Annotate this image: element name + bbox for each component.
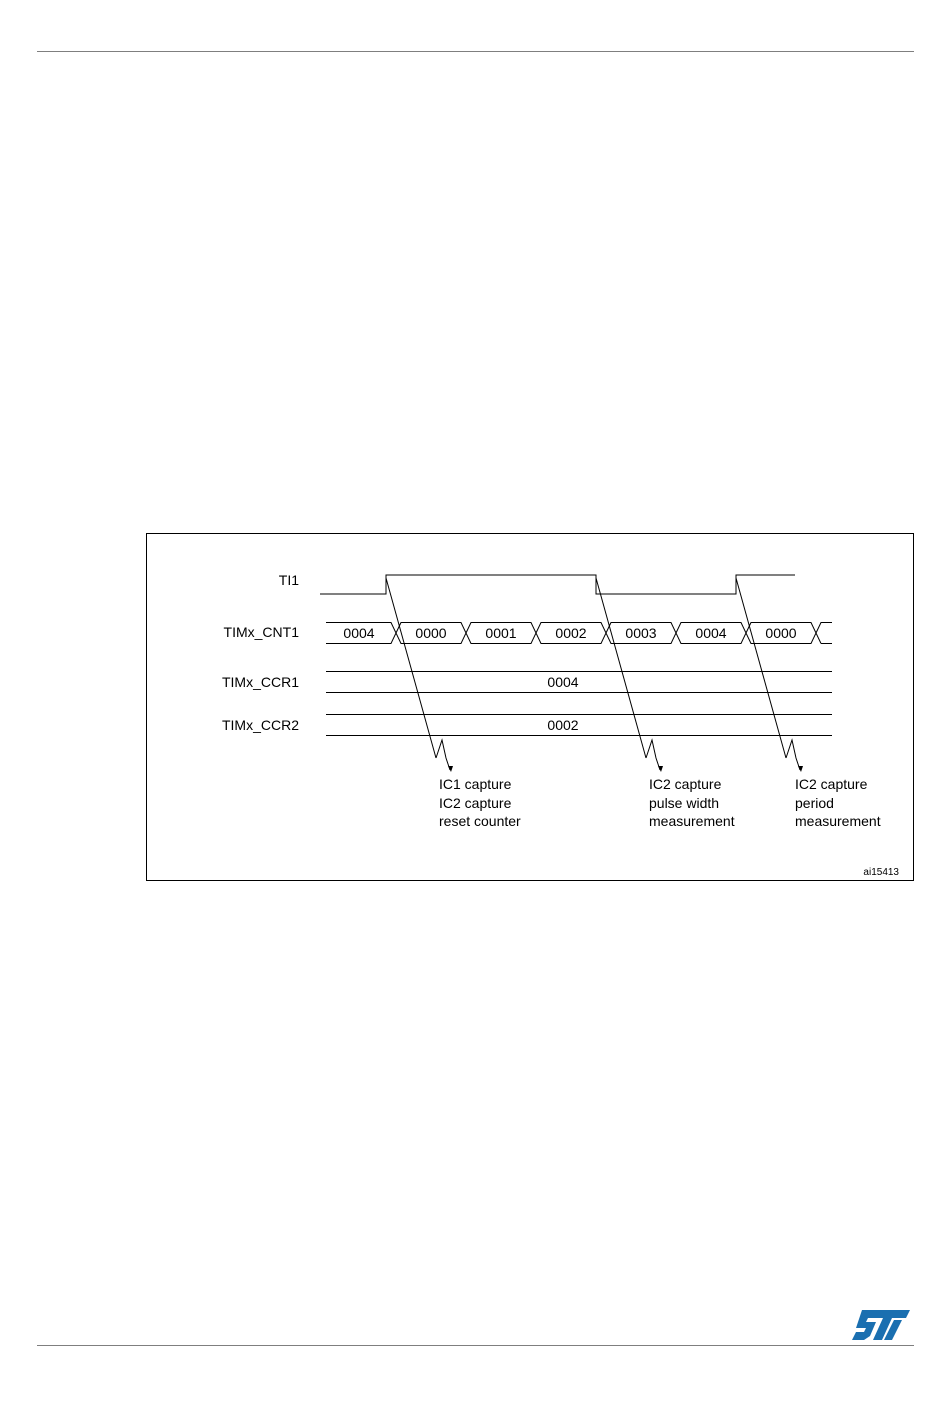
- ccr1-value: 0004: [547, 674, 579, 690]
- signal-label-ccr1: TIMx_CCR1: [221, 674, 299, 690]
- capture-arrow-1: [386, 578, 450, 770]
- ti1-waveform: [320, 575, 795, 594]
- svg-text:period: period: [795, 795, 834, 811]
- capture-arrow-3: [736, 578, 800, 770]
- signal-label-ccr2: TIMx_CCR2: [221, 717, 299, 733]
- st-logo-shape: [852, 1310, 910, 1340]
- counter-value: 0000: [415, 625, 447, 641]
- capture-arrow-2: [596, 578, 660, 770]
- signal-label-cnt1: TIMx_CNT1: [223, 624, 299, 640]
- svg-text:IC2 capture: IC2 capture: [649, 776, 722, 792]
- counter-value: 0000: [765, 625, 797, 641]
- annotation-1: [439, 776, 521, 829]
- figure-ref: ai15413: [863, 867, 899, 878]
- capture-arrowhead-3: [798, 766, 803, 772]
- capture-arrowhead-2: [658, 766, 663, 772]
- counter-segment-tail: [816, 623, 832, 644]
- counter-value: 0002: [555, 625, 587, 641]
- st-logo: [852, 1308, 910, 1342]
- counter-value: 0004: [343, 625, 375, 641]
- annotation-2: [649, 776, 735, 829]
- counter-bus: [326, 623, 832, 644]
- svg-text:measurement: measurement: [795, 813, 881, 829]
- svg-text:pulse width: pulse width: [649, 795, 720, 811]
- capture-arrowhead-1: [448, 766, 453, 772]
- svg-text:reset counter: reset counter: [439, 813, 521, 829]
- counter-value: 0001: [485, 625, 517, 641]
- counter-value: 0004: [695, 625, 727, 641]
- svg-text:IC1 capture: IC1 capture: [439, 776, 512, 792]
- counter-value: 0003: [625, 625, 657, 641]
- ccr2-value: 0002: [547, 717, 579, 733]
- svg-text:IC2 capture: IC2 capture: [439, 795, 512, 811]
- svg-text:measurement: measurement: [649, 813, 735, 829]
- svg-text:IC2 capture: IC2 capture: [795, 776, 868, 792]
- signal-label-ti1: TI1: [278, 572, 299, 588]
- annotation-3: [795, 776, 881, 829]
